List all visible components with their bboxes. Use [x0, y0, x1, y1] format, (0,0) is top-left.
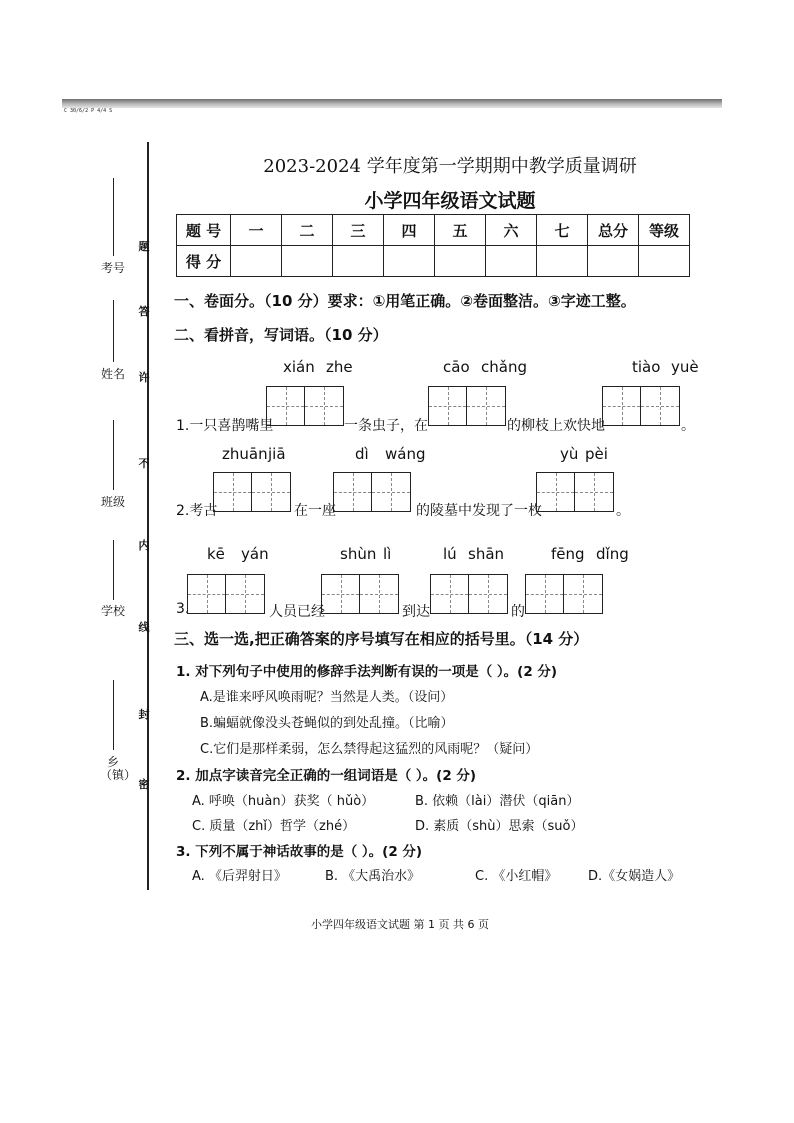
writing-cell[interactable]: [469, 575, 507, 613]
sentence-text: 。: [681, 418, 695, 434]
score-header-cell: 七: [537, 215, 588, 246]
pinyin: shān: [468, 545, 505, 563]
writing-cell[interactable]: [641, 387, 679, 425]
writing-grid[interactable]: [430, 574, 508, 614]
exam-subtitle: 小学四年级语文试题: [364, 190, 536, 212]
pinyin: yán: [241, 545, 269, 563]
pinyin: kē: [207, 545, 225, 563]
writing-cell[interactable]: [334, 473, 372, 511]
pinyin: xián: [283, 358, 315, 376]
writing-cell[interactable]: [429, 387, 467, 425]
q1-option-c: C.它们是那样柔弱，怎么禁得起这猛烈的风雨呢？（疑问）: [200, 742, 539, 757]
score-header-cell: 四: [384, 215, 435, 246]
q3-option-b: B. 《大禹治水》: [325, 869, 421, 884]
school-blank: [113, 540, 114, 600]
q2-option-c: C. 质量（zhǐ）哲学（zhé）: [192, 819, 356, 834]
writing-cell[interactable]: [214, 473, 252, 511]
score-header-cell: 等级: [639, 215, 690, 246]
writing-cell[interactable]: [226, 575, 264, 613]
q2-option-a: A. 呼唤（huàn）获奖（ hǔò）: [192, 794, 375, 809]
pinyin: fēng: [551, 545, 585, 563]
page-footer: 小学四年级语文试题 第 1 页 共 6 页: [311, 918, 489, 931]
field-exam-number: 考号: [100, 261, 125, 275]
pinyin: zhe: [326, 358, 353, 376]
township-blank: [113, 680, 114, 750]
pinyin: yuè: [671, 358, 699, 376]
pinyin: lú: [443, 545, 457, 563]
score-blank-cell[interactable]: [486, 246, 537, 277]
writing-cell[interactable]: [360, 575, 398, 613]
score-header-cell: 三: [333, 215, 384, 246]
score-blank-cell[interactable]: [231, 246, 282, 277]
sentence-text: 人员已经: [269, 604, 325, 620]
writing-cell[interactable]: [564, 575, 602, 613]
sentence-text: 1.一只喜鹊嘴里: [176, 418, 274, 434]
pinyin: jiā: [268, 445, 286, 463]
writing-grid[interactable]: [333, 472, 411, 512]
pinyin: chǎng: [481, 358, 527, 376]
field-class: 班级: [100, 495, 125, 509]
writing-grid[interactable]: [266, 386, 344, 426]
score-blank-cell[interactable]: [282, 246, 333, 277]
writing-cell[interactable]: [252, 473, 290, 511]
pinyin: wáng: [385, 445, 426, 463]
field-township: 乡（镇）: [100, 755, 137, 782]
writing-cell[interactable]: [575, 473, 613, 511]
scan-code: C 30/6/2 P 4/4 S: [64, 108, 113, 114]
section-1-heading: 一、卷面分。（10 分）要求：①用笔正确。②卷面整洁。③字迹工整。: [174, 292, 636, 310]
seal-char: 线: [138, 621, 150, 634]
sentence-text: 到达: [402, 604, 430, 620]
writing-grid[interactable]: [187, 574, 265, 614]
sentence-text: 的: [511, 604, 525, 620]
writing-cell[interactable]: [431, 575, 469, 613]
seal-char: 许: [138, 371, 150, 384]
q1-option-b: B.蝙蝠就像没头苍蝇似的到处乱撞。（比喻）: [200, 716, 454, 731]
score-header-cell: 五: [435, 215, 486, 246]
score-blank-cell[interactable]: [333, 246, 384, 277]
q1-option-a: A.是谁来呼风唤雨呢？当然是人类。（设问）: [200, 690, 454, 705]
scanner-strip: [62, 99, 722, 108]
pinyin: cāo: [443, 358, 470, 376]
sentence-text: 一条虫子，在: [344, 418, 428, 434]
score-table-header-row: [177, 215, 690, 246]
q3-option-c: C. 《小红帽》: [475, 869, 558, 884]
score-blank-cell[interactable]: [435, 246, 486, 277]
q2-option-d: D. 素质（shù）思索（suǒ）: [415, 819, 584, 834]
sentence-text: 2.考古: [176, 503, 218, 519]
pinyin: shùn: [340, 545, 377, 563]
exam-title: 2023-2024 学年度第一学期期中教学质量调研: [263, 156, 637, 177]
section-3-heading: 三、选一选,把正确答案的序号填写在相应的括号里。（14 分）: [174, 630, 589, 648]
score-blank-cell[interactable]: [588, 246, 639, 277]
writing-grid[interactable]: [213, 472, 291, 512]
pinyin: tiào: [632, 358, 661, 376]
score-blank-cell[interactable]: [537, 246, 588, 277]
pinyin: zhuān: [222, 445, 268, 463]
pinyin: yù: [560, 445, 579, 463]
writing-cell[interactable]: [603, 387, 641, 425]
q2-option-b: B. 依赖（lài）潜伏（qiān）: [415, 794, 580, 809]
exam-number-blank: [113, 178, 114, 256]
writing-cell[interactable]: [188, 575, 226, 613]
score-table: [176, 214, 690, 277]
sentence-text: 的陵墓中发现了一枚: [416, 503, 542, 519]
score-header-cell: 一: [231, 215, 282, 246]
writing-cell[interactable]: [372, 473, 410, 511]
sentence-text: 3.: [176, 601, 190, 617]
writing-cell[interactable]: [467, 387, 505, 425]
question-3: 3. 下列不属于神话故事的是（ ）。(2 分): [176, 844, 423, 860]
pinyin: pèi: [585, 445, 608, 463]
writing-grid[interactable]: [536, 472, 614, 512]
score-header-cell: 二: [282, 215, 333, 246]
writing-grid[interactable]: [321, 574, 399, 614]
writing-grid[interactable]: [602, 386, 680, 426]
pinyin: dì: [355, 445, 369, 463]
pinyin: dǐng: [596, 545, 629, 563]
score-table-score-row: [177, 246, 690, 277]
writing-cell[interactable]: [322, 575, 360, 613]
score-row-label: 得 分: [177, 246, 231, 277]
section-2-heading: 二、看拼音，写词语。（10 分）: [174, 326, 388, 344]
writing-cell[interactable]: [305, 387, 343, 425]
writing-grid[interactable]: [525, 574, 603, 614]
q3-option-a: A. 《后羿射日》: [192, 869, 287, 884]
writing-grid[interactable]: [428, 386, 506, 426]
field-school: 学校: [100, 604, 125, 618]
sentence-text: 的柳枝上欢快地: [507, 418, 605, 434]
class-blank: [113, 420, 114, 490]
seal-char: 答: [138, 305, 150, 318]
field-name: 姓名: [100, 367, 125, 381]
writing-cell[interactable]: [267, 387, 305, 425]
seal-char: 密: [138, 778, 150, 791]
sentence-text: 在一座: [294, 503, 336, 519]
seal-char: 内: [138, 539, 150, 552]
seal-char: 封: [138, 708, 150, 721]
score-header-cell: 总分: [588, 215, 639, 246]
q3-option-d: D.《女娲造人》: [588, 869, 681, 884]
question-1: 1. 对下列句子中使用的修辞手法判断有误的一项是（ ）。(2 分): [176, 664, 558, 680]
name-blank: [113, 300, 114, 362]
score-blank-cell[interactable]: [384, 246, 435, 277]
writing-cell[interactable]: [537, 473, 575, 511]
question-2: 2. 加点字读音完全正确的一组词语是（ ）。(2 分): [176, 768, 477, 784]
seal-char: 不: [138, 457, 150, 470]
score-blank-cell[interactable]: [639, 246, 690, 277]
pinyin: lì: [383, 545, 392, 563]
seal-char: 题: [138, 240, 150, 253]
writing-cell[interactable]: [526, 575, 564, 613]
sentence-text: 。: [616, 503, 630, 519]
score-header-cell: 六: [486, 215, 537, 246]
score-header-cell: 题 号: [177, 215, 231, 246]
